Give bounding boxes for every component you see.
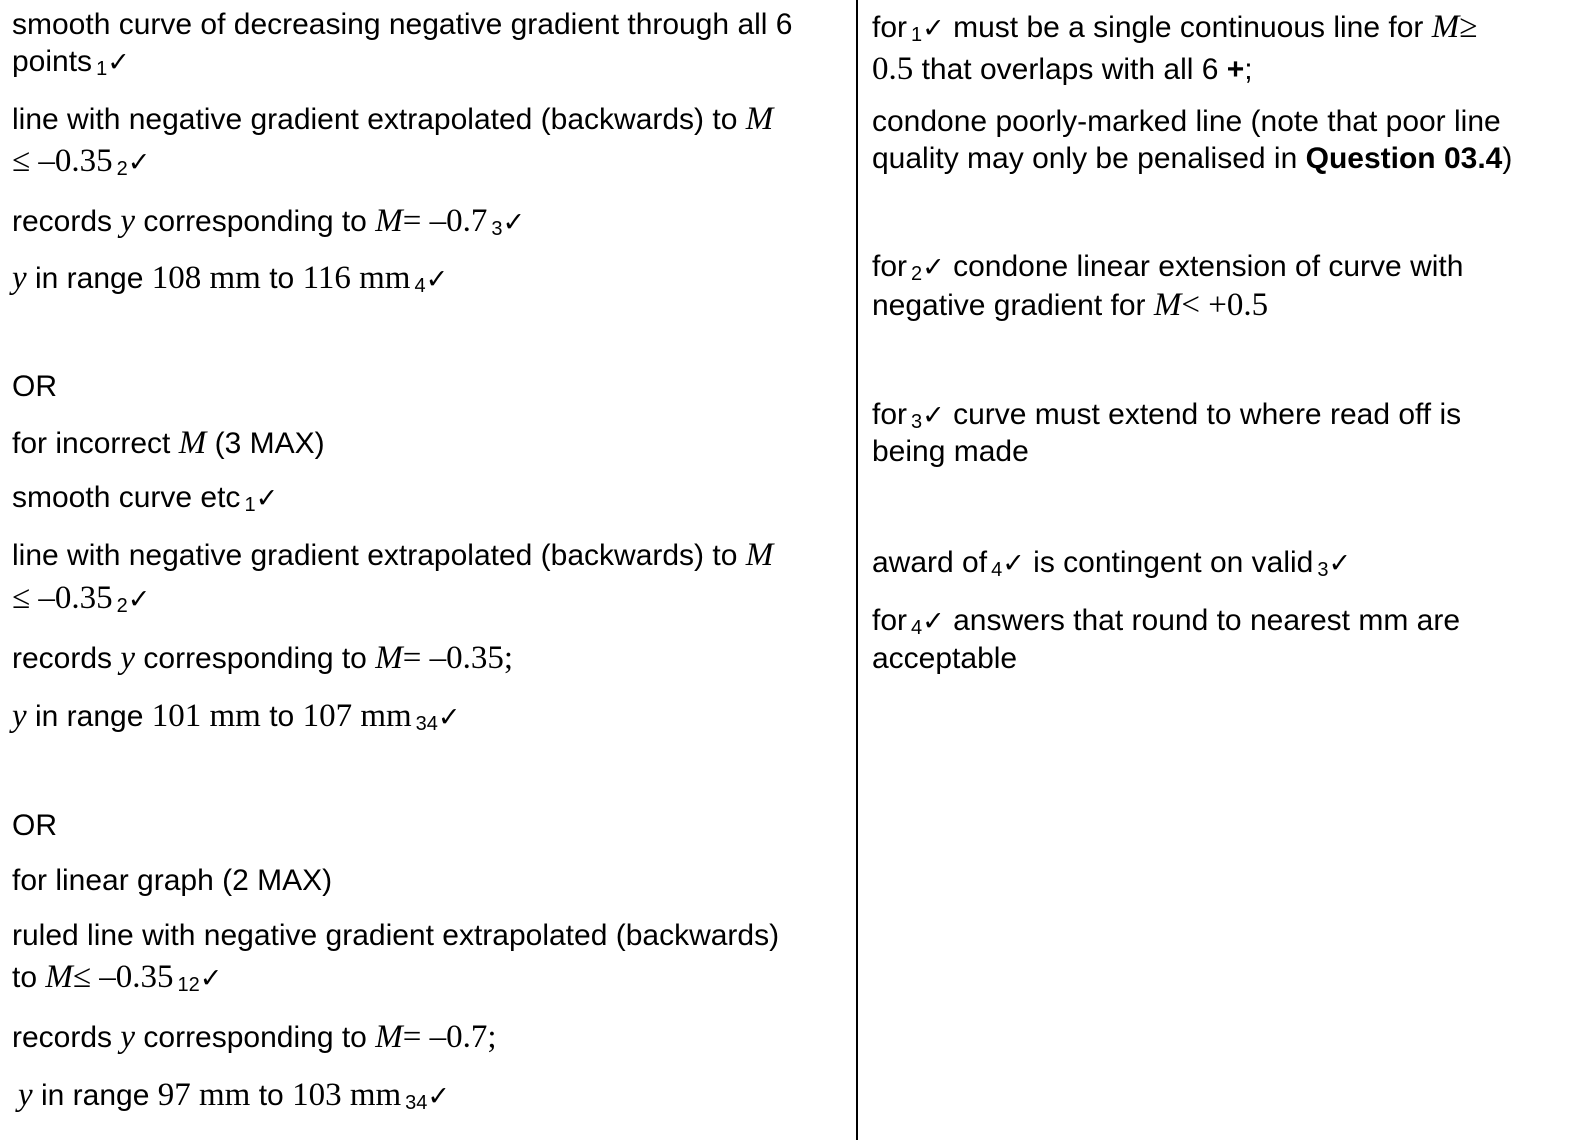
right-line: for $_1$✓ must be a single continuous line for M≥ [872,9,1478,46]
left-line: ruled line with negative gradient extrapolated (backwards) [12,919,780,952]
left-line: y in range 97 mm to 103 mm $_{34}$✓ [18,1077,451,1114]
check-icon: ✓ [107,47,130,78]
check-icon: ✓ [255,483,279,514]
column-divider [856,0,858,1140]
right-line: for $_2$✓ condone linear extension of curve with [872,250,1464,285]
check-icon: ✓ [1002,548,1025,579]
left-line: smooth curve of decreasing negative gradient through all 6 [12,8,793,41]
left-line: records y corresponding to M= –0.7 $_3$✓ [12,203,526,240]
or-label: OR [12,809,57,842]
check-icon: ✓ [922,606,945,637]
left-line: ≤ –0.35 $_2$✓ [12,580,151,617]
left-line: smooth curve etc $_1$✓ [12,481,279,516]
left-line: line with negative gradient extrapolated (backwards) to M [12,101,774,137]
left-line: ≤ –0.35 $_2$✓ [12,143,151,180]
check-icon: ✓ [502,207,526,238]
right-line: negative gradient for M< +0.5 [872,287,1269,323]
right-line: for $_4$✓ answers that round to nearest mm are [872,604,1461,639]
check-icon: ✓ [425,264,449,295]
check-icon: ✓ [427,1081,451,1112]
check-icon: ✓ [922,252,945,283]
left-line: y in range 101 mm to 107 mm $_{34}$✓ [12,698,461,735]
right-line: for $_3$✓ curve must extend to where read off is [872,398,1462,433]
right-line: being made [872,435,1029,468]
check-icon: ✓ [437,702,461,733]
left-line: y in range 108 mm to 116 mm $_4$✓ [12,260,449,297]
left-line: for linear graph (2 MAX) [12,864,333,897]
left-line: to M≤ –0.35 $_{12}$✓ [12,959,223,996]
check-icon: ✓ [922,400,945,431]
check-icon: ✓ [922,13,945,44]
or-label: OR [12,370,57,403]
right-line: award of $_4$✓ is contingent on valid $_3$✓ [872,546,1352,581]
right-line: quality may only be penalised in Question 03.4) [872,142,1513,175]
left-line: line with negative gradient extrapolated (backwards) to M [12,537,774,573]
left-line: records y corresponding to M= –0.35; [12,640,513,676]
check-icon: ✓ [199,963,223,994]
check-icon: ✓ [127,584,151,615]
check-icon: ✓ [1328,548,1352,579]
check-icon: ✓ [127,147,151,178]
right-line: condone poorly-marked line (note that poor line [872,105,1501,138]
left-line: points $_1$✓ [12,45,130,80]
left-line: for incorrect M (3 MAX) [12,425,325,461]
left-line: records y corresponding to M= –0.7; [12,1019,497,1055]
right-line: acceptable [872,642,1018,675]
right-line: 0.5 that overlaps with all 6 +; [872,51,1253,87]
